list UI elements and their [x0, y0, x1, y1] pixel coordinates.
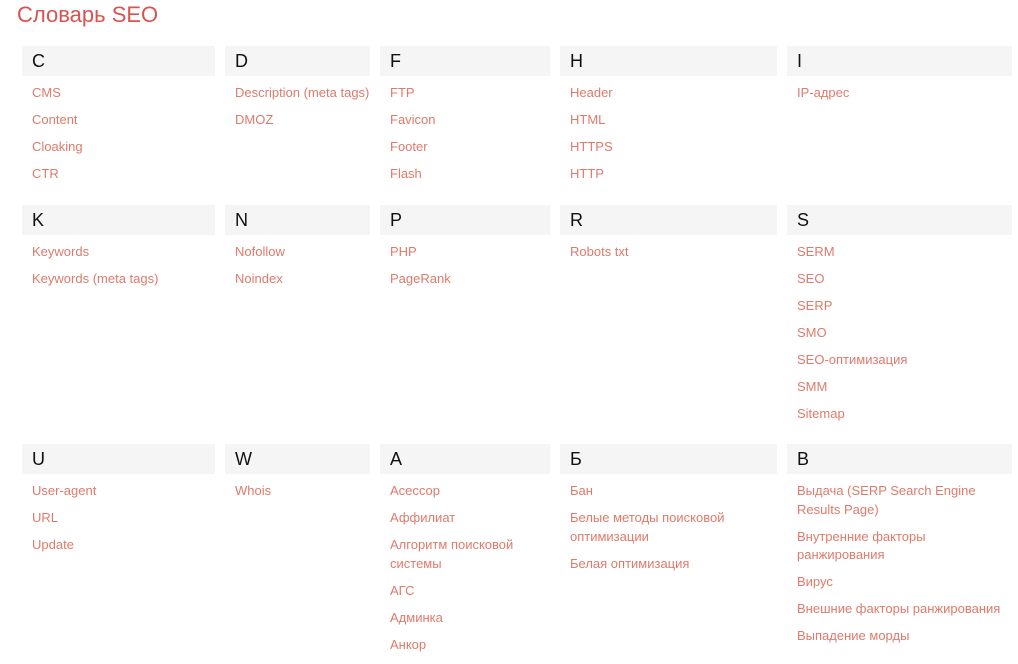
term-list: [225, 474, 370, 501]
letter-group-v-cyrillic: [787, 444, 1012, 654]
term-list: [225, 235, 370, 289]
term-link[interactable]: Noindex: [235, 271, 283, 286]
term-list: [560, 474, 777, 573]
term-list: [560, 235, 777, 262]
letter-heading: N: [225, 205, 370, 235]
term-link[interactable]: Аффилиат: [390, 510, 456, 525]
term-link[interactable]: URL: [32, 510, 59, 525]
term-link[interactable]: Внутренние факторы ранжирования: [797, 528, 926, 562]
term-link[interactable]: PageRank: [390, 271, 451, 286]
term-link[interactable]: Анкор: [390, 636, 427, 652]
term-list: [560, 76, 777, 184]
term-link[interactable]: SMO: [797, 325, 827, 340]
letter-group-b-cyrillic: [560, 444, 777, 582]
term-link[interactable]: Бан: [570, 483, 593, 498]
term-link[interactable]: Белая оптимизация: [570, 555, 690, 571]
term-list: [787, 76, 1012, 103]
term-link[interactable]: Sitemap: [797, 406, 845, 421]
letter-group-w: [225, 444, 370, 509]
term-link[interactable]: SMM: [797, 379, 828, 394]
term-link[interactable]: SERP: [797, 298, 833, 313]
term-link[interactable]: Выпадение морды: [797, 628, 910, 643]
term-link[interactable]: Cloaking: [32, 139, 83, 154]
letter-group-u: [22, 444, 215, 563]
term-link[interactable]: Robots txt: [570, 244, 629, 259]
term-link[interactable]: Внешние факторы ранжирования: [797, 601, 1001, 616]
page-title: Словарь SEO: [17, 2, 159, 27]
term-list: [22, 235, 215, 289]
term-link[interactable]: АГС: [390, 582, 415, 598]
term-link[interactable]: SEO-оптимизация: [797, 352, 908, 367]
letter-group-h: [560, 46, 777, 192]
term-link[interactable]: CTR: [32, 166, 59, 181]
letter-group-r: [560, 205, 777, 270]
letter-heading: K: [22, 205, 215, 235]
term-link[interactable]: Whois: [235, 483, 272, 498]
term-list: [787, 474, 1012, 646]
letter-heading: Б: [560, 444, 777, 474]
letter-heading: F: [380, 46, 550, 76]
letter-heading: D: [225, 46, 370, 76]
letter-heading: I: [787, 46, 1012, 76]
letter-group-s: [787, 205, 1012, 432]
term-link[interactable]: Footer: [390, 139, 428, 154]
letter-group-f: [380, 46, 550, 192]
term-list: [380, 235, 550, 289]
term-link[interactable]: Update: [32, 537, 74, 552]
term-list: [380, 76, 550, 184]
letter-group-d: [225, 46, 370, 138]
letter-heading: А: [380, 444, 550, 474]
term-list: [787, 235, 1012, 424]
letter-heading: В: [787, 444, 1012, 474]
term-link[interactable]: Админка: [390, 609, 443, 625]
letter-heading: S: [787, 205, 1012, 235]
term-link[interactable]: HTTP: [570, 166, 604, 181]
term-link[interactable]: Flash: [390, 166, 422, 181]
term-link[interactable]: Алгоритм поисковой системы: [390, 537, 514, 571]
term-list: [225, 76, 370, 130]
term-list: [380, 474, 550, 654]
letter-group-p: [380, 205, 550, 297]
term-list: [22, 474, 215, 555]
letter-group-i: [787, 46, 1012, 111]
glossary-grid: [22, 46, 1012, 664]
term-link[interactable]: DMOZ: [235, 112, 274, 127]
term-link[interactable]: Белые методы поисковой оптимизации: [570, 510, 725, 544]
glossary-row: [22, 444, 1012, 664]
term-link[interactable]: User-agent: [32, 483, 97, 498]
letter-group-n: [225, 205, 370, 297]
term-link[interactable]: HTML: [570, 112, 606, 127]
term-link[interactable]: Асессор: [390, 483, 441, 498]
letter-heading: W: [225, 444, 370, 474]
term-link[interactable]: SERM: [797, 244, 835, 259]
letter-heading: C: [22, 46, 215, 76]
glossary-row: [22, 205, 1012, 444]
term-link[interactable]: Favicon: [390, 112, 436, 127]
term-link[interactable]: HTTPS: [570, 139, 613, 154]
term-link[interactable]: Description (meta tags): [235, 85, 370, 100]
glossary-row: [22, 46, 1012, 205]
term-link[interactable]: Nofollow: [235, 244, 285, 259]
term-link[interactable]: SEO: [797, 271, 825, 286]
letter-group-c: [22, 46, 215, 192]
term-link[interactable]: Keywords: [32, 244, 90, 259]
term-link[interactable]: IP-адрес: [797, 85, 850, 100]
letter-group-a-cyrillic: [380, 444, 550, 663]
term-list: [22, 76, 215, 184]
term-link[interactable]: FTP: [390, 85, 415, 100]
term-link[interactable]: Выдача (SERP Search Engine Results Page): [797, 483, 976, 517]
letter-heading: P: [380, 205, 550, 235]
letter-heading: U: [22, 444, 215, 474]
term-link[interactable]: Header: [570, 85, 613, 100]
letter-group-k: [22, 205, 215, 297]
term-link[interactable]: Keywords (meta tags): [32, 271, 159, 286]
term-link[interactable]: Content: [32, 112, 78, 127]
letter-heading: R: [560, 205, 777, 235]
term-link[interactable]: Вирус: [797, 574, 833, 589]
term-link[interactable]: PHP: [390, 244, 417, 259]
term-link[interactable]: CMS: [32, 85, 61, 100]
letter-heading: H: [560, 46, 777, 76]
